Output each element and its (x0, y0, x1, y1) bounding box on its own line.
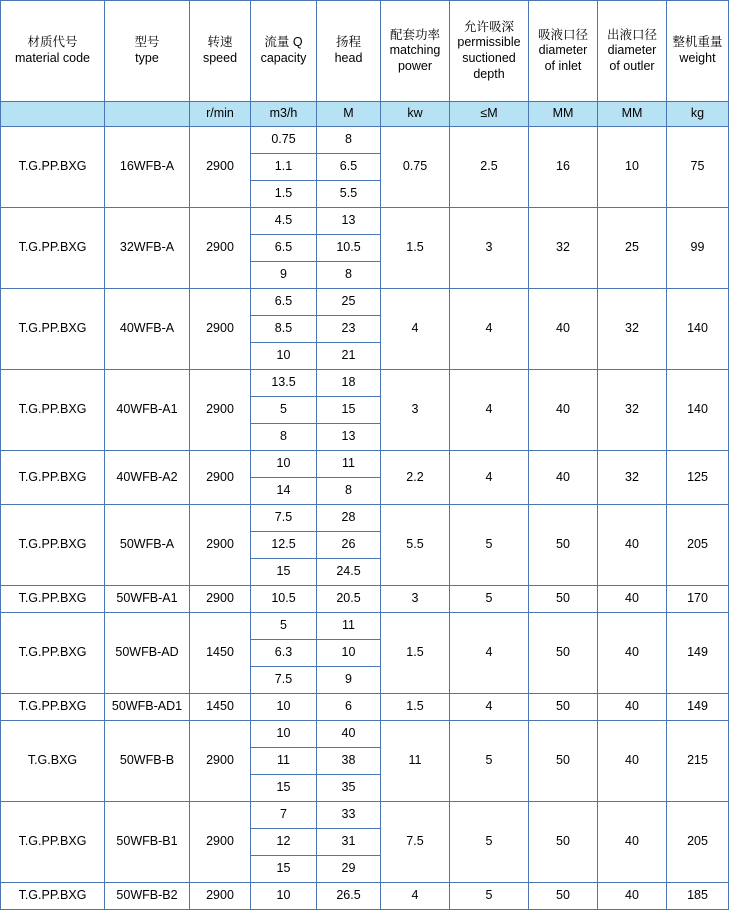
cell-weight: 140 (667, 289, 729, 370)
cell-weight: 170 (667, 586, 729, 613)
cell-power: 3 (381, 370, 450, 451)
cell-speed: 2900 (190, 127, 251, 208)
cell-type: 50WFB-B1 (105, 802, 190, 883)
header-capacity-cn: 流量 Q (264, 35, 303, 50)
cell-inlet-diameter: 40 (529, 289, 598, 370)
header-head-cn: 扬程 (335, 35, 361, 50)
header-type-en: type (135, 51, 159, 65)
cell-capacity: 10 (251, 451, 317, 478)
table-row (1, 721, 729, 748)
cell-capacity: 10 (251, 694, 317, 721)
cell-capacity: 8.5 (251, 316, 317, 343)
header-weight (667, 1, 729, 102)
cell-suction-depth: 5 (450, 586, 529, 613)
header-inlet-diameter-en: diameter of inlet (538, 43, 588, 73)
cell-capacity: 8 (251, 424, 317, 451)
cell-head: 8 (317, 127, 381, 154)
cell-suction-depth: 2.5 (450, 127, 529, 208)
table-row (1, 613, 729, 640)
cell-weight: 205 (667, 802, 729, 883)
cell-inlet-diameter: 40 (529, 370, 598, 451)
cell-power: 1.5 (381, 613, 450, 694)
cell-head: 11 (317, 613, 381, 640)
header-material-code-en: material code (14, 51, 91, 65)
cell-type: 32WFB-A (105, 208, 190, 289)
cell-capacity: 13.5 (251, 370, 317, 397)
cell-type: 50WFB-A1 (105, 586, 190, 613)
cell-power: 2.2 (381, 451, 450, 505)
cell-power: 11 (381, 721, 450, 802)
header-material-code (1, 1, 105, 102)
cell-capacity: 1.5 (251, 181, 317, 208)
cell-inlet-diameter: 50 (529, 694, 598, 721)
cell-capacity: 14 (251, 478, 317, 505)
cell-capacity: 15 (251, 775, 317, 802)
cell-type: 50WFB-B2 (105, 883, 190, 910)
cell-head: 33 (317, 802, 381, 829)
cell-head: 15 (317, 397, 381, 424)
cell-outlet-diameter: 40 (598, 802, 667, 883)
cell-power: 4 (381, 883, 450, 910)
cell-type: 40WFB-A2 (105, 451, 190, 505)
cell-speed: 2900 (190, 721, 251, 802)
table-body (1, 127, 729, 910)
table-row (1, 586, 729, 613)
cell-power: 0.75 (381, 127, 450, 208)
header-power-en: matching power (389, 43, 441, 73)
cell-head: 23 (317, 316, 381, 343)
cell-head: 26 (317, 532, 381, 559)
cell-material-code: T.G.PP.BXG (1, 127, 105, 208)
header-suction-depth-en: permissible suctioned depth (457, 35, 521, 81)
cell-head: 28 (317, 505, 381, 532)
cell-weight: 149 (667, 613, 729, 694)
cell-capacity: 0.75 (251, 127, 317, 154)
cell-capacity: 9 (251, 262, 317, 289)
cell-weight: 75 (667, 127, 729, 208)
cell-inlet-diameter: 40 (529, 451, 598, 505)
cell-power: 7.5 (381, 802, 450, 883)
cell-power: 4 (381, 289, 450, 370)
cell-head: 5.5 (317, 181, 381, 208)
table-row (1, 127, 729, 154)
cell-speed: 2900 (190, 370, 251, 451)
header-outlet-diameter-en: diameter of outler (607, 43, 657, 73)
header-capacity (251, 1, 317, 102)
unit-weight: kg (667, 102, 729, 127)
header-head-en: head (334, 51, 363, 65)
cell-head: 21 (317, 343, 381, 370)
cell-speed: 1450 (190, 613, 251, 694)
cell-inlet-diameter: 50 (529, 883, 598, 910)
unit-suction-depth: ≤M (450, 102, 529, 127)
cell-capacity: 1.1 (251, 154, 317, 181)
cell-type: 40WFB-A1 (105, 370, 190, 451)
cell-suction-depth: 4 (450, 370, 529, 451)
cell-speed: 1450 (190, 694, 251, 721)
cell-outlet-diameter: 40 (598, 694, 667, 721)
cell-capacity: 10 (251, 721, 317, 748)
cell-material-code: T.G.PP.BXG (1, 370, 105, 451)
cell-weight: 99 (667, 208, 729, 289)
unit-capacity: m3/h (251, 102, 317, 127)
cell-capacity: 15 (251, 856, 317, 883)
table-row (1, 370, 729, 397)
cell-material-code: T.G.PP.BXG (1, 694, 105, 721)
table-row (1, 883, 729, 910)
cell-capacity: 6.3 (251, 640, 317, 667)
cell-outlet-diameter: 32 (598, 289, 667, 370)
cell-outlet-diameter: 40 (598, 505, 667, 586)
cell-head: 24.5 (317, 559, 381, 586)
cell-suction-depth: 4 (450, 613, 529, 694)
unit-speed: r/min (190, 102, 251, 127)
header-outlet-diameter (598, 1, 667, 102)
table-row (1, 289, 729, 316)
table-row (1, 802, 729, 829)
cell-head: 38 (317, 748, 381, 775)
table-header (1, 1, 729, 127)
cell-outlet-diameter: 25 (598, 208, 667, 289)
unit-power: kw (381, 102, 450, 127)
cell-suction-depth: 5 (450, 505, 529, 586)
cell-head: 8 (317, 262, 381, 289)
cell-suction-depth: 5 (450, 802, 529, 883)
cell-head: 6 (317, 694, 381, 721)
cell-speed: 2900 (190, 289, 251, 370)
cell-weight: 149 (667, 694, 729, 721)
cell-capacity: 15 (251, 559, 317, 586)
cell-head: 29 (317, 856, 381, 883)
header-type (105, 1, 190, 102)
cell-outlet-diameter: 10 (598, 127, 667, 208)
header-weight-en: weight (679, 51, 716, 65)
cell-head: 10.5 (317, 235, 381, 262)
cell-power: 3 (381, 586, 450, 613)
cell-head: 6.5 (317, 154, 381, 181)
cell-capacity: 12.5 (251, 532, 317, 559)
cell-power: 5.5 (381, 505, 450, 586)
cell-head: 20.5 (317, 586, 381, 613)
cell-capacity: 11 (251, 748, 317, 775)
cell-suction-depth: 5 (450, 883, 529, 910)
cell-power: 1.5 (381, 208, 450, 289)
unit-outlet-diameter: MM (598, 102, 667, 127)
header-suction-depth (450, 1, 529, 102)
header-material-code-cn: 材质代号 (27, 35, 78, 50)
cell-speed: 2900 (190, 505, 251, 586)
table-row (1, 451, 729, 478)
header-capacity-en: capacity (260, 51, 307, 65)
cell-head: 8 (317, 478, 381, 505)
header-row-titles (1, 1, 729, 102)
header-type-cn: 型号 (134, 35, 160, 50)
cell-capacity: 12 (251, 829, 317, 856)
cell-type: 50WFB-A (105, 505, 190, 586)
unit-head: M (317, 102, 381, 127)
unit-inlet-diameter: MM (529, 102, 598, 127)
cell-head: 9 (317, 667, 381, 694)
cell-weight: 185 (667, 883, 729, 910)
header-speed-cn: 转速 (207, 35, 233, 50)
cell-inlet-diameter: 32 (529, 208, 598, 289)
cell-type: 50WFB-AD1 (105, 694, 190, 721)
cell-suction-depth: 4 (450, 451, 529, 505)
cell-suction-depth: 4 (450, 694, 529, 721)
cell-capacity: 10 (251, 883, 317, 910)
cell-material-code: T.G.PP.BXG (1, 208, 105, 289)
cell-outlet-diameter: 32 (598, 370, 667, 451)
cell-type: 40WFB-A (105, 289, 190, 370)
cell-head: 26.5 (317, 883, 381, 910)
cell-suction-depth: 4 (450, 289, 529, 370)
cell-head: 31 (317, 829, 381, 856)
cell-capacity: 7.5 (251, 667, 317, 694)
cell-weight: 205 (667, 505, 729, 586)
header-suction-depth-cn: 允许吸深 (463, 19, 514, 34)
cell-suction-depth: 5 (450, 721, 529, 802)
cell-head: 25 (317, 289, 381, 316)
cell-inlet-diameter: 50 (529, 505, 598, 586)
cell-capacity: 7.5 (251, 505, 317, 532)
cell-capacity: 5 (251, 397, 317, 424)
cell-type: 50WFB-B (105, 721, 190, 802)
cell-material-code: T.G.BXG (1, 721, 105, 802)
cell-head: 11 (317, 451, 381, 478)
cell-capacity: 7 (251, 802, 317, 829)
cell-type: 50WFB-AD (105, 613, 190, 694)
cell-outlet-diameter: 40 (598, 613, 667, 694)
cell-type: 16WFB-A (105, 127, 190, 208)
header-head (317, 1, 381, 102)
cell-material-code: T.G.PP.BXG (1, 802, 105, 883)
unit-material-code (1, 102, 105, 127)
cell-capacity: 5 (251, 613, 317, 640)
table-row (1, 208, 729, 235)
cell-weight: 125 (667, 451, 729, 505)
cell-head: 40 (317, 721, 381, 748)
cell-capacity: 4.5 (251, 208, 317, 235)
header-power-cn: 配套功率 (389, 27, 440, 42)
unit-type (105, 102, 190, 127)
cell-outlet-diameter: 40 (598, 883, 667, 910)
cell-material-code: T.G.PP.BXG (1, 883, 105, 910)
cell-speed: 2900 (190, 208, 251, 289)
cell-capacity: 10.5 (251, 586, 317, 613)
cell-inlet-diameter: 16 (529, 127, 598, 208)
cell-material-code: T.G.PP.BXG (1, 613, 105, 694)
cell-outlet-diameter: 32 (598, 451, 667, 505)
header-outlet-diameter-cn: 出液口径 (606, 27, 657, 42)
table-row (1, 505, 729, 532)
cell-inlet-diameter: 50 (529, 613, 598, 694)
cell-head: 18 (317, 370, 381, 397)
cell-speed: 2900 (190, 883, 251, 910)
header-inlet-diameter-cn: 吸液口径 (537, 27, 588, 42)
cell-inlet-diameter: 50 (529, 586, 598, 613)
cell-material-code: T.G.PP.BXG (1, 289, 105, 370)
header-power (381, 1, 450, 102)
cell-material-code: T.G.PP.BXG (1, 586, 105, 613)
cell-speed: 2900 (190, 586, 251, 613)
header-inlet-diameter (529, 1, 598, 102)
header-row-units (1, 102, 729, 127)
cell-material-code: T.G.PP.BXG (1, 505, 105, 586)
cell-outlet-diameter: 40 (598, 586, 667, 613)
cell-inlet-diameter: 50 (529, 721, 598, 802)
cell-head: 35 (317, 775, 381, 802)
cell-weight: 215 (667, 721, 729, 802)
cell-capacity: 6.5 (251, 289, 317, 316)
cell-material-code: T.G.PP.BXG (1, 451, 105, 505)
cell-speed: 2900 (190, 802, 251, 883)
table-row (1, 694, 729, 721)
header-speed-en: speed (202, 51, 238, 65)
cell-weight: 140 (667, 370, 729, 451)
header-weight-cn: 整机重量 (672, 35, 723, 50)
cell-power: 1.5 (381, 694, 450, 721)
cell-capacity: 10 (251, 343, 317, 370)
cell-head: 10 (317, 640, 381, 667)
header-speed (190, 1, 251, 102)
cell-capacity: 6.5 (251, 235, 317, 262)
cell-speed: 2900 (190, 451, 251, 505)
cell-inlet-diameter: 50 (529, 802, 598, 883)
cell-outlet-diameter: 40 (598, 721, 667, 802)
cell-suction-depth: 3 (450, 208, 529, 289)
cell-head: 13 (317, 424, 381, 451)
cell-head: 13 (317, 208, 381, 235)
